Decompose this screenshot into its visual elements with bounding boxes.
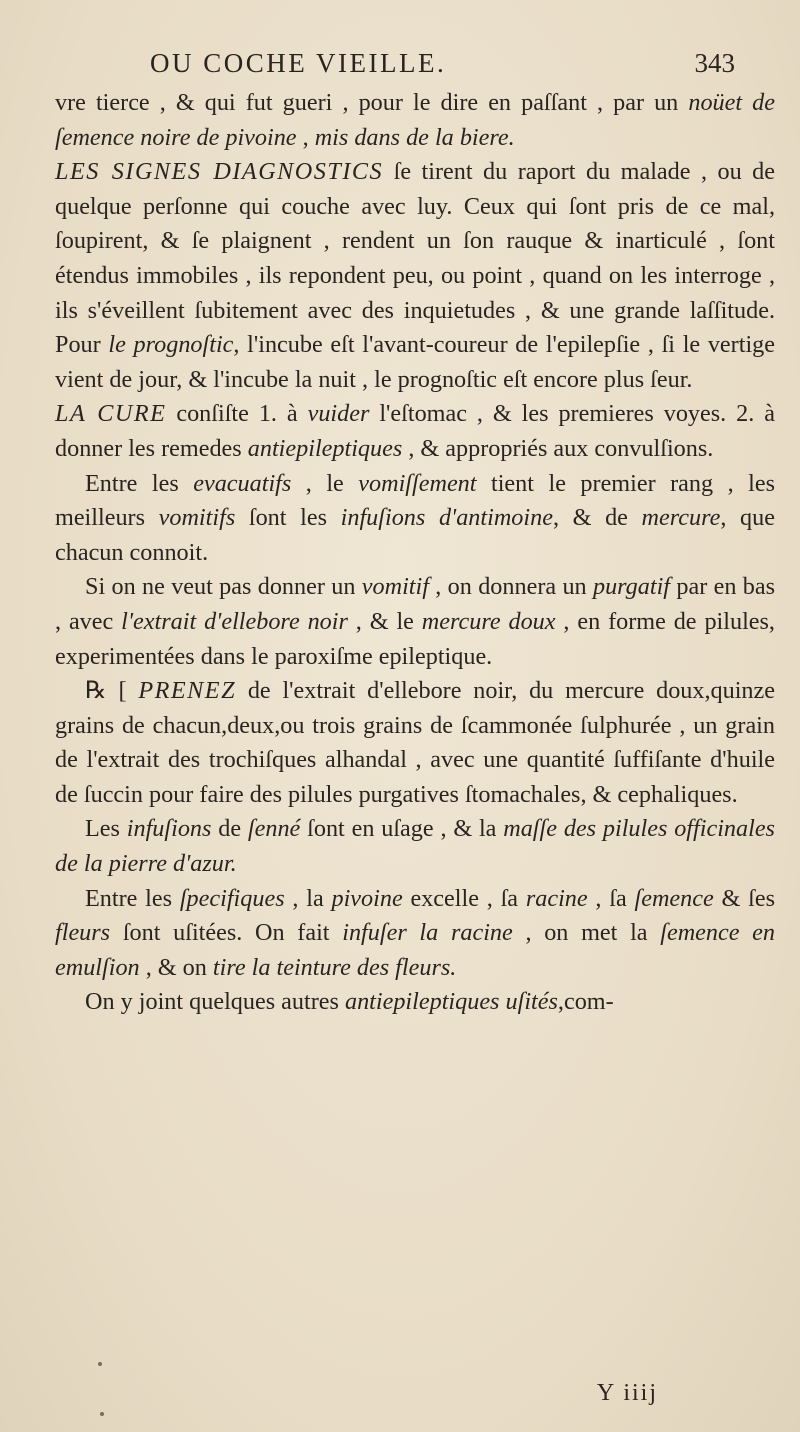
italic-term: vuider	[307, 400, 370, 428]
text-run: ſe tirent du raport du malade , ou de quelque perſonne qui couche avec luy. Ceux qui ſont pris de ce mal, ſoupirent, & ſe plaignent , rendent un ſon rauque & inarticulé , ſont étendus immobiles , ils repondent peu, ou point , quand on les interroge , ils s'éveillent ſubitement avec des inquietudes , & une grande laſſitude. Pour	[55, 158, 775, 359]
italic-term: antiepileptiques	[247, 434, 403, 462]
text-run: , & appropriés aux convulſions.	[402, 434, 714, 462]
text-run: , la	[284, 884, 332, 912]
italic-term: tire la teinture des fleurs.	[212, 953, 457, 981]
italic-term: ſpecifiques	[179, 884, 285, 912]
text-run: , en forme de pilules, experimentées dans le paroxiſme epileptique.	[55, 607, 775, 670]
italic-term: fleurs	[55, 919, 111, 947]
text-run: par en bas , avec	[55, 573, 775, 635]
italic-term: ſemence en emulſion	[55, 919, 775, 981]
italic-term: vomiſſement	[358, 469, 477, 497]
italic-term: noüet de ſemence noire de pivoine	[55, 89, 775, 151]
italic-term: vomitifs	[158, 504, 236, 532]
text-run: ,	[296, 123, 315, 151]
text-run: , le	[291, 469, 359, 497]
text-run: , & le	[347, 607, 422, 635]
italic-term: racine	[525, 884, 588, 912]
paragraph	[55, 674, 775, 812]
text-run: de	[211, 815, 248, 843]
italic-term: infuſer la racine	[342, 919, 513, 947]
text-run: excelle , ſa	[402, 884, 526, 912]
text-run: Si on ne veut pas donner un	[85, 573, 362, 601]
italic-term: infuſions	[126, 815, 212, 843]
section-heading: PRENEZ	[138, 677, 237, 705]
text-run: ,com-	[557, 988, 614, 1016]
paragraph	[55, 985, 775, 1020]
paragraph	[55, 86, 775, 155]
paragraph	[55, 882, 775, 986]
text-run: Entre les	[85, 469, 194, 497]
body-text	[55, 86, 775, 1020]
italic-term: infuſions d'antimoine	[340, 504, 553, 532]
signature-mark: Y iiij	[596, 1380, 658, 1406]
text-run: & ſes	[713, 884, 775, 912]
text-run: Les	[85, 815, 127, 843]
page-header	[0, 48, 800, 88]
text-run: Entre les	[85, 884, 180, 912]
ink-speck	[100, 1412, 104, 1416]
italic-term: mercure doux	[421, 607, 556, 635]
text-run: , que chacun connoit.	[55, 504, 775, 566]
text-run: l'eſtomac , & les premieres voyes. 2. à donner les remedes	[55, 400, 775, 462]
italic-term: l'extrait d'ellebore noir	[121, 607, 348, 635]
page-number: 343	[694, 48, 735, 78]
text-run: , & on	[139, 953, 213, 981]
text-run: conſiſte 1. à	[166, 400, 308, 428]
italic-term: vomitif	[361, 573, 429, 601]
italic-term: mercure	[641, 504, 721, 532]
section-heading: LES SIGNES DIAGNOSTICS	[55, 158, 384, 186]
text-run: vre tierce , & qui fut gueri , pour le dire en paſſant , par un	[55, 89, 689, 116]
italic-term: evacuatifs	[193, 469, 292, 497]
italic-term: purgatif	[592, 573, 671, 601]
paragraph	[55, 155, 775, 397]
text-run: ſont les	[235, 504, 341, 532]
text-run: ſont uſitées. On fait	[110, 919, 343, 947]
paragraph	[55, 467, 775, 571]
text-run: ſont en uſage , & la	[300, 815, 504, 843]
italic-term: ſemence	[634, 884, 714, 912]
italic-term: le prognoſtic	[108, 331, 234, 359]
italic-term: ſenné	[247, 815, 301, 843]
text-run: tient le premier rang , les meilleurs	[55, 469, 775, 532]
paragraph	[55, 812, 775, 881]
paragraph	[55, 570, 775, 674]
text-run: , & de	[552, 504, 642, 532]
section-heading: LA CURE	[55, 400, 167, 428]
italic-term: pivoine	[331, 884, 403, 912]
italic-term: mis dans de la biere.	[314, 123, 515, 151]
paragraph	[55, 397, 775, 466]
text-run: , l'incube eſt l'avant-coureur de l'epilepſie , ſi le vertige vient de jour, & l'incube la nuit , le prognoſtic eſt encore plus ſeur.	[55, 331, 775, 393]
ink-speck	[98, 1362, 102, 1366]
running-title: OU COCHE VIEILLE.	[150, 48, 447, 78]
text-run: , ſa	[587, 884, 635, 912]
italic-term: maſſe des pilules officinales de la pierre d'azur.	[55, 815, 775, 878]
text-run: , on met la	[512, 919, 661, 947]
text-run: ℞ [	[85, 677, 139, 705]
text-run: On y joint quelques autres	[85, 988, 345, 1016]
text-run: , on donnera un	[428, 573, 593, 601]
text-run: de l'extrait d'ellebore noir, du mercure doux,quinze grains de chacun,deux,ou trois grains de ſcammonée ſulphurée , un grain de l'extrait des trochiſques alhandal , avec une quantité ſuffiſante d'huile de ſuccin pour faire des pilules purgatives ſtomachales, & cephaliques.	[55, 677, 775, 808]
italic-term: antiepileptiques uſités	[344, 988, 558, 1016]
